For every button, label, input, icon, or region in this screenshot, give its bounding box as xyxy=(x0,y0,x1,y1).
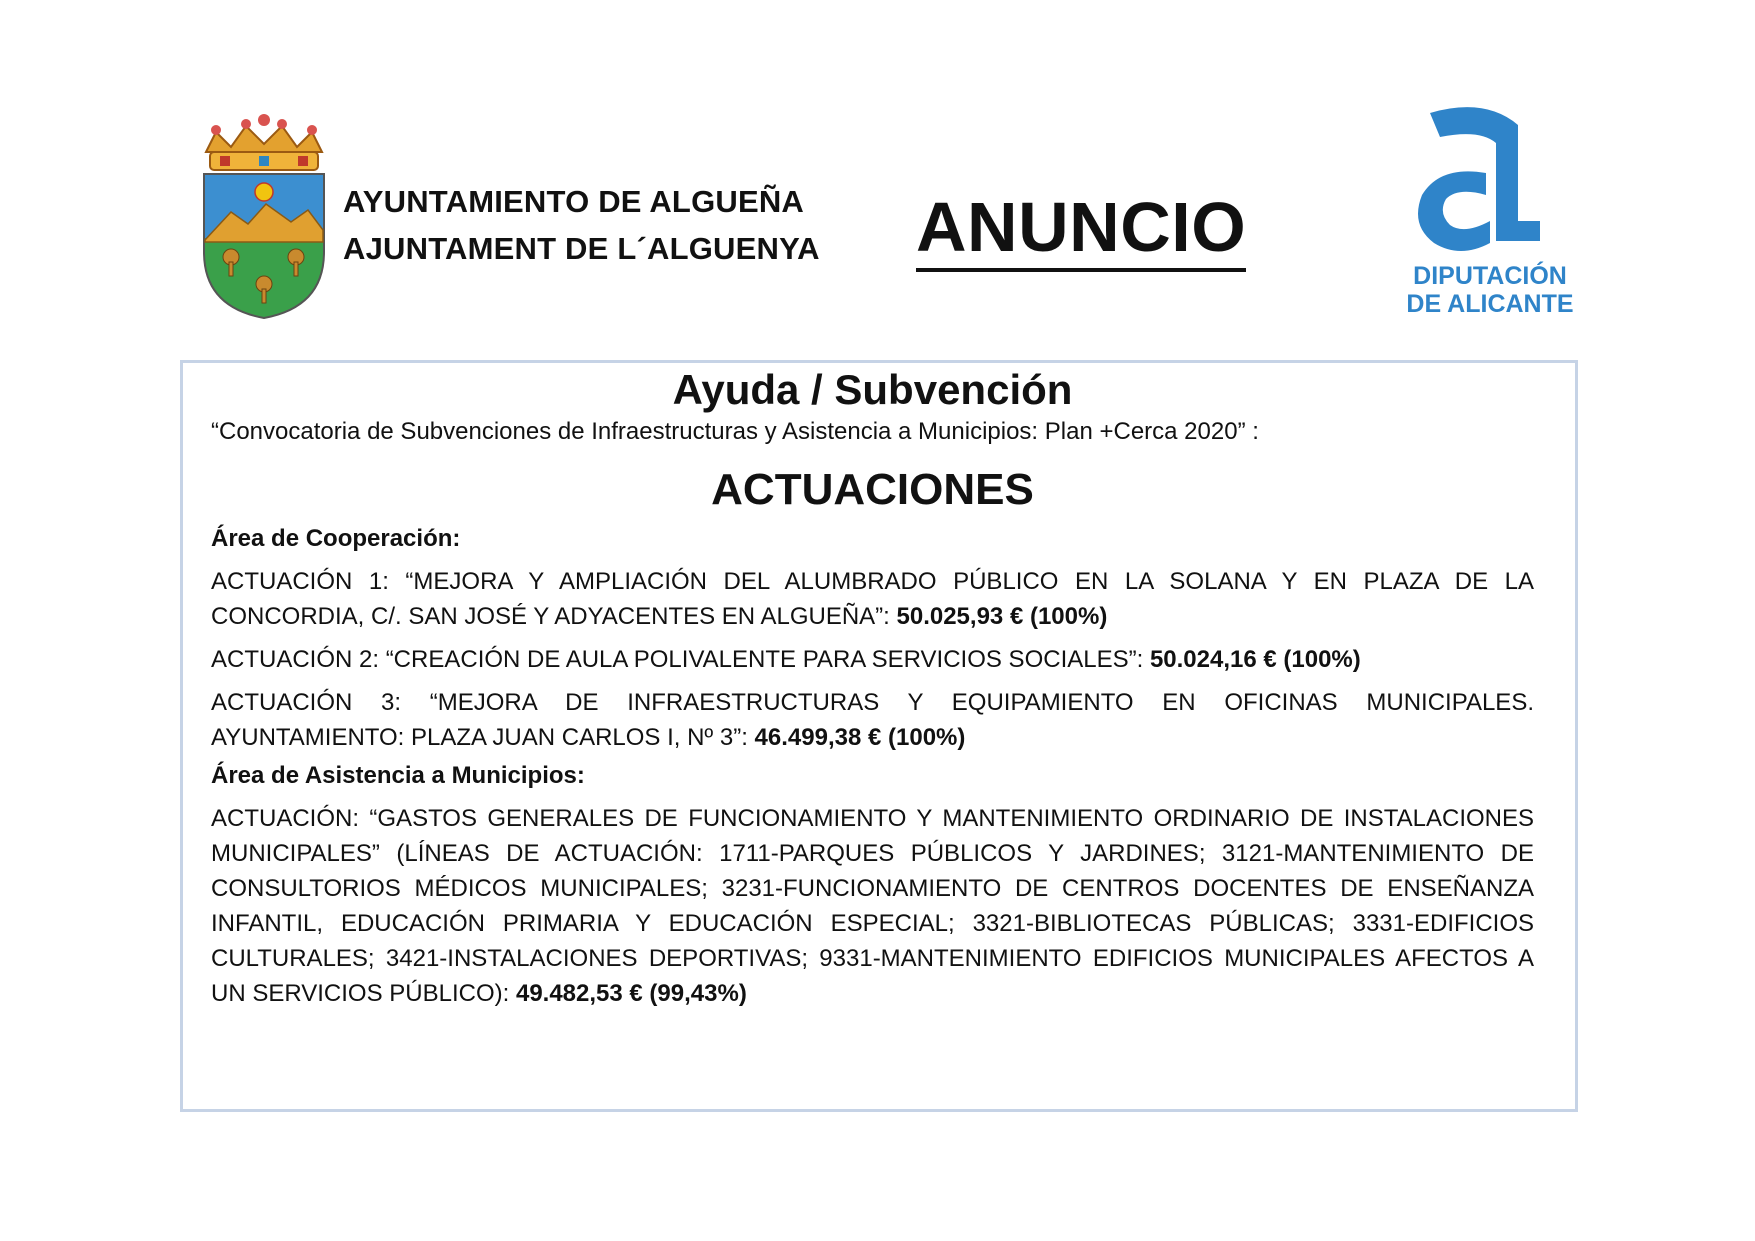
call-subtitle: “Convocatoria de Subvenciones de Infraestructuras y Asistencia a Municipios: Plan +Cerca 2020” : xyxy=(211,418,1259,445)
diputacion-name xyxy=(1400,262,1580,318)
actuacion-1-amount: 50.025,93 € (100%) xyxy=(896,603,1108,630)
actuacion-1-text: ACTUACIÓN 1: “MEJORA Y AMPLIACIÓN DEL ALUMBRADO PÚBLICO EN LA SOLANA Y EN PLAZA DE LA CONCORDIA, C/. SAN JOSÉ Y ADYACENTES EN ALGUEÑA”: xyxy=(211,568,1534,630)
actuacion-3-text: ACTUACIÓN 3: “MEJORA DE INFRAESTRUCTURAS Y EQUIPAMIENTO EN OFICINAS MUNICIPALES. AYUNTAMIENTO: PLAZA JUAN CARLOS I, Nº 3”: xyxy=(211,689,1534,751)
actuacion-3 xyxy=(211,685,1534,755)
diputacion-line-2: DE ALICANTE xyxy=(1406,290,1574,318)
actuacion-3-amount: 46.499,38 € (100%) xyxy=(754,724,966,751)
actuacion-4-amount: 49.482,53 € (99,43%) xyxy=(515,980,747,1007)
document-header xyxy=(0,0,1755,340)
diputacion-line-1: DIPUTACIÓN xyxy=(1413,262,1567,290)
actuacion-1 xyxy=(211,564,1534,634)
actuacion-2-amount: 50.024,16 € (100%) xyxy=(1149,646,1361,673)
announcement-body xyxy=(211,360,1534,1011)
town-name-spanish: AYUNTAMIENTO DE ALGUEÑA xyxy=(343,184,805,219)
actuacion-4 xyxy=(211,801,1534,1011)
announcement-heading: ANUNCIO xyxy=(916,186,1246,272)
town-name-valencian: AJUNTAMENT DE L´ALGUENYA xyxy=(343,231,820,266)
area-heading-cooperacion: Área de Cooperación: xyxy=(211,525,461,552)
coat-of-arms-icon xyxy=(196,112,332,322)
section-title: ACTUACIONES xyxy=(711,465,1034,514)
town-name xyxy=(343,178,820,272)
actuacion-2-text: ACTUACIÓN 2: “CREACIÓN DE AULA POLIVALENTE PARA SERVICIOS SOCIALES”: xyxy=(211,646,1150,673)
actuacion-4-text: ACTUACIÓN: “GASTOS GENERALES DE FUNCIONAMIENTO Y MANTENIMIENTO ORDINARIO DE INSTALACIONES MUNICIPALES” (LÍNEAS DE ACTUACIÓN: 1711-PARQUES PÚBLICOS Y JARDINES; 3121-MANTENIMIENTO DE CONSULTORIOS MÉDICOS MUNICIPALES; 3231-FUNCIONAMIENTO DE CENTROS DOCENTES DE ENSEÑANZA INFANTIL, EDUCACIÓN PRIMARIA Y EDUCACIÓN ESPECIAL; 3321-BIBLIOTECAS PÚBLICAS; 3331-EDIFICIOS CULTURALES; 3421-INSTALACIONES DEPORTIVAS; 9331-MANTENIMIENTO EDIFICIOS MUNICIPALES AFECTOS A UN SERVICIOS PÚBLICO): xyxy=(211,805,1534,1007)
diputacion-logo-icon xyxy=(1400,103,1560,263)
area-heading-asistencia: Área de Asistencia a Municipios: xyxy=(211,762,585,789)
actuacion-2 xyxy=(211,642,1534,677)
page-title: Ayuda / Subvención xyxy=(672,366,1073,413)
